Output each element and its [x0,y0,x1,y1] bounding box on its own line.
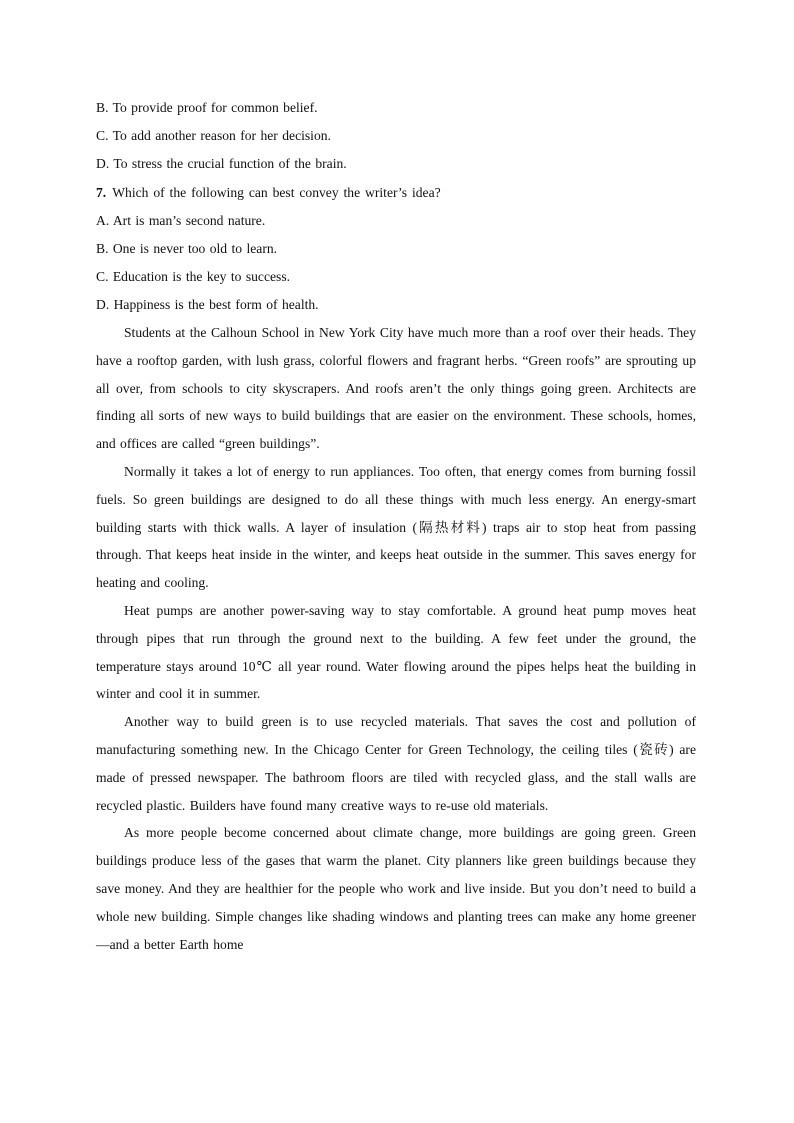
document-page [96,94,696,958]
option-q7-c: C. Education is the key to success. [96,269,291,284]
option-q6-c: C. To add another reason for her decision. [96,128,331,143]
option-q6-b: B. To provide proof for common belief. [96,100,318,115]
passage-paragraph-5: As more people become concerned about climate change, more buildings are going green. Green buildings produce less of the gases that warm the planet. City planners like green buildings because they save money. And they are healthier for the people who work and live inside. But you don’t need to build a whole new building. Simple changes like shading windows and planting trees can make any home greener—and a better Earth home [96,825,696,952]
question-text: Which of the following can best convey the writer’s idea? [112,185,441,200]
passage-paragraph-2: Normally it takes a lot of energy to run appliances. Too often, that energy comes from burning fossil fuels. So green buildings are designed to do all these things with much less energy. An energy-smart building starts with thick walls. A layer of insulation (隔热材料) traps air to stop heat from passing through. That keeps heat inside in the winter, and keeps heat outside in the summer. This saves energy for heating and cooling. [96,463,696,591]
passage-paragraph-4: Another way to build green is to use recycled materials. That saves the cost and pollution of manufacturing something new. In the Chicago Center for Green Technology, the ceiling tiles (瓷砖) are made of pressed newspaper. The bathroom floors are tiled with recycled glass, and the stall walls are recycled plastic. Builders have found many creative ways to re-use old materials. [96,714,696,813]
question-number: 7. [96,185,107,200]
option-q6-d: D. To stress the crucial function of the brain. [96,156,347,171]
option-q7-a: A. Art is man’s second nature. [96,213,266,228]
option-q7-b: B. One is never too old to learn. [96,241,278,256]
option-q7-d: D. Happiness is the best form of health. [96,297,319,312]
question-7 [96,178,696,207]
passage-paragraph-1: Students at the Calhoun School in New York City have much more than a roof over their heads. They have a rooftop garden, with lush grass, colorful flowers and fragrant herbs. “Green roofs” are sprouting up all over, from schools to city skyscrapers. And roofs aren’t the only things going green. Architects are finding all sorts of new ways to build buildings that are easier on the environment. These schools, homes, and offices are called “green buildings”. [96,325,696,452]
passage-paragraph-3: Heat pumps are another power-saving way to stay comfortable. A ground heat pump moves heat through pipes that run through the ground next to the building. A few feet under the ground, the temperature stays around 10℃ all year round. Water flowing around the pipes helps heat the building in winter and cool it in summer. [96,602,696,702]
